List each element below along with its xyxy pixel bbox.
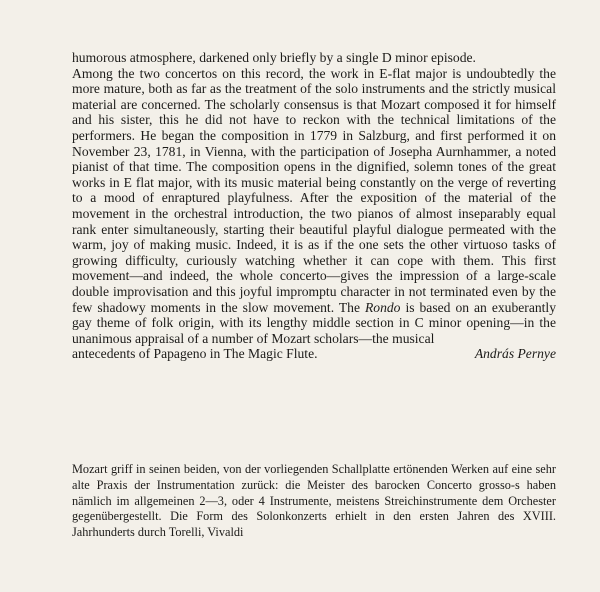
english-main-text-continued: is based on an exuberantly gay theme of folk origin, with its lengthy middle section in C minor opening—in the unanimous appraisal of a number of Mozart scholars—the musical: [72, 299, 557, 346]
english-paragraph-intro: humorous atmosphere, darkened only briefly by a single D minor episode.: [72, 50, 476, 65]
english-closing-text: antecedents of Papageno in The Magic Flute.: [72, 346, 318, 362]
english-closing-line: [72, 346, 556, 362]
author-signature: András Pernye: [467, 346, 556, 362]
german-paragraph: Mozart griff in seinen beiden, von der vorliegenden Schallplatte ertönenden Werken auf eine sehr alte Praxis der Instrumentation zurück: die Meister des barocken Concerto grosso-s haben nämlich im allgemeinen 2—3, oder 4 Instrumente, meistens Streichinstrumente dem Orchester gegenübergestellt. Die Form des Solonkonzerts erhielt in den ersten Jahren des XVIII. Jahrhunderts durch Torelli, Vivaldi: [72, 462, 556, 540]
english-main-text: Among the two concertos on this record, the work in E-flat major is undoubtedly the more mature, both as far as the treatment of the solo instruments and the strictly musical material are concerned. The scholarly consensus is that Mozart composed it for himself and his sister, this he did not have to reckon with the technical limitations of the performers. He began the composition in 1779 in Salzburg, and first performed it on November 23, 1781, in Vienna, with the participation of Josepha Aurnhammer, a noted pianist of that time. The composition opens in the dignified, solemn tones of the great works in E flat major, with its music material being constantly on the verge of reverting to a mood of enraptured playfulness. After the exposition of the material of the movement in the orchestral introduction, the two pianos of almost inseparably equal rank enter simultaneously, starting their beautiful playful dialogue permeated with the warm, joy of making music. Indeed, it is as if the one sets the other virtuoso tasks of growing difficulty, curiously watching whether it can cope with them. This first movement—and indeed, the whole concerto—gives the impression of a large-scale double improvisation and this joyful impromptu character in not terminated even by the few shadowy moments in the slow movement. The: [72, 65, 556, 315]
english-paragraph-main: [72, 66, 556, 347]
german-text-block: [72, 462, 556, 541]
english-text-block: [72, 50, 556, 362]
rondo-italic-word: Rondo: [364, 299, 401, 315]
